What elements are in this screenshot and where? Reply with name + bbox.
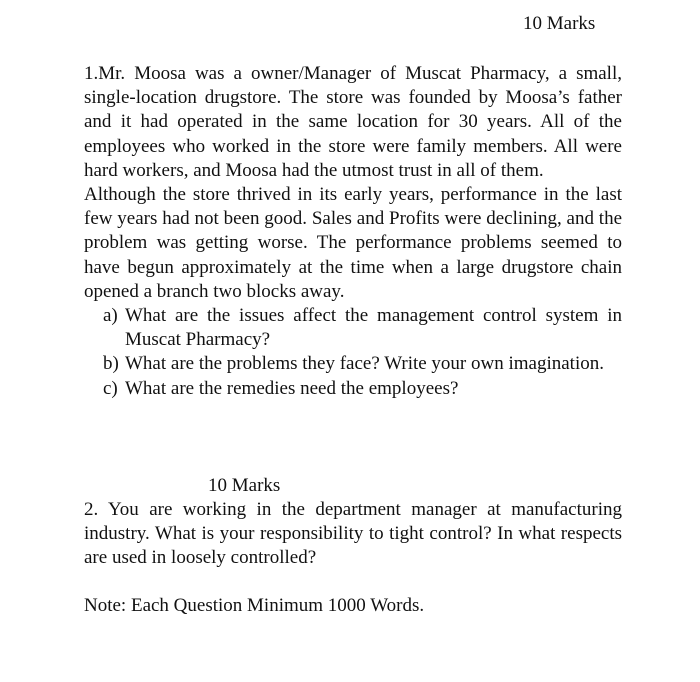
subquestion-a-label: a): [103, 305, 118, 327]
question-1-paragraph-2: Although the store thrived in its early years, performance in the last few years had not been good. Sales and Profits were declining, and the problem was getting worse. The performance problems seemed to have begun approximately at the time when a large drugstore chain opened a branch two blocks away.: [84, 184, 622, 302]
question-1: [84, 62, 622, 401]
subquestion-c-label: c): [103, 377, 118, 399]
subquestion-b: [84, 352, 622, 376]
question-2: 2. You are working in the department manager at manufacturing industry. What is your responsibility to tight control? In what respects are used in loosely controlled?: [84, 499, 622, 569]
marks-heading-top: 10 Marks: [523, 13, 596, 34]
subquestion-a-text: What are the issues affect the management control system in Muscat Pharmacy?: [125, 305, 622, 351]
question-1-paragraph-1: 1.Mr. Moosa was a owner/Manager of Muscat Pharmacy, a small, single-location drugstore. The store was founded by Moosa’s father and it had operated in the same location for 30 years. All of the employees who worked in the store were family members. All were hard workers, and Moosa had the utmost trust in all of them.: [84, 63, 622, 181]
subquestion-c-text: What are the remedies need the employees?: [125, 377, 459, 399]
subquestion-a: [84, 304, 622, 352]
subquestion-list: [84, 304, 622, 401]
subquestion-c: [84, 377, 622, 401]
marks-heading-question-2: 10 Marks: [208, 475, 281, 496]
note-text: Note: Each Question Minimum 1000 Words.: [84, 595, 425, 616]
subquestion-b-text: What are the problems they face? Write your own imagination.: [125, 353, 604, 375]
subquestion-b-label: b): [103, 353, 119, 375]
